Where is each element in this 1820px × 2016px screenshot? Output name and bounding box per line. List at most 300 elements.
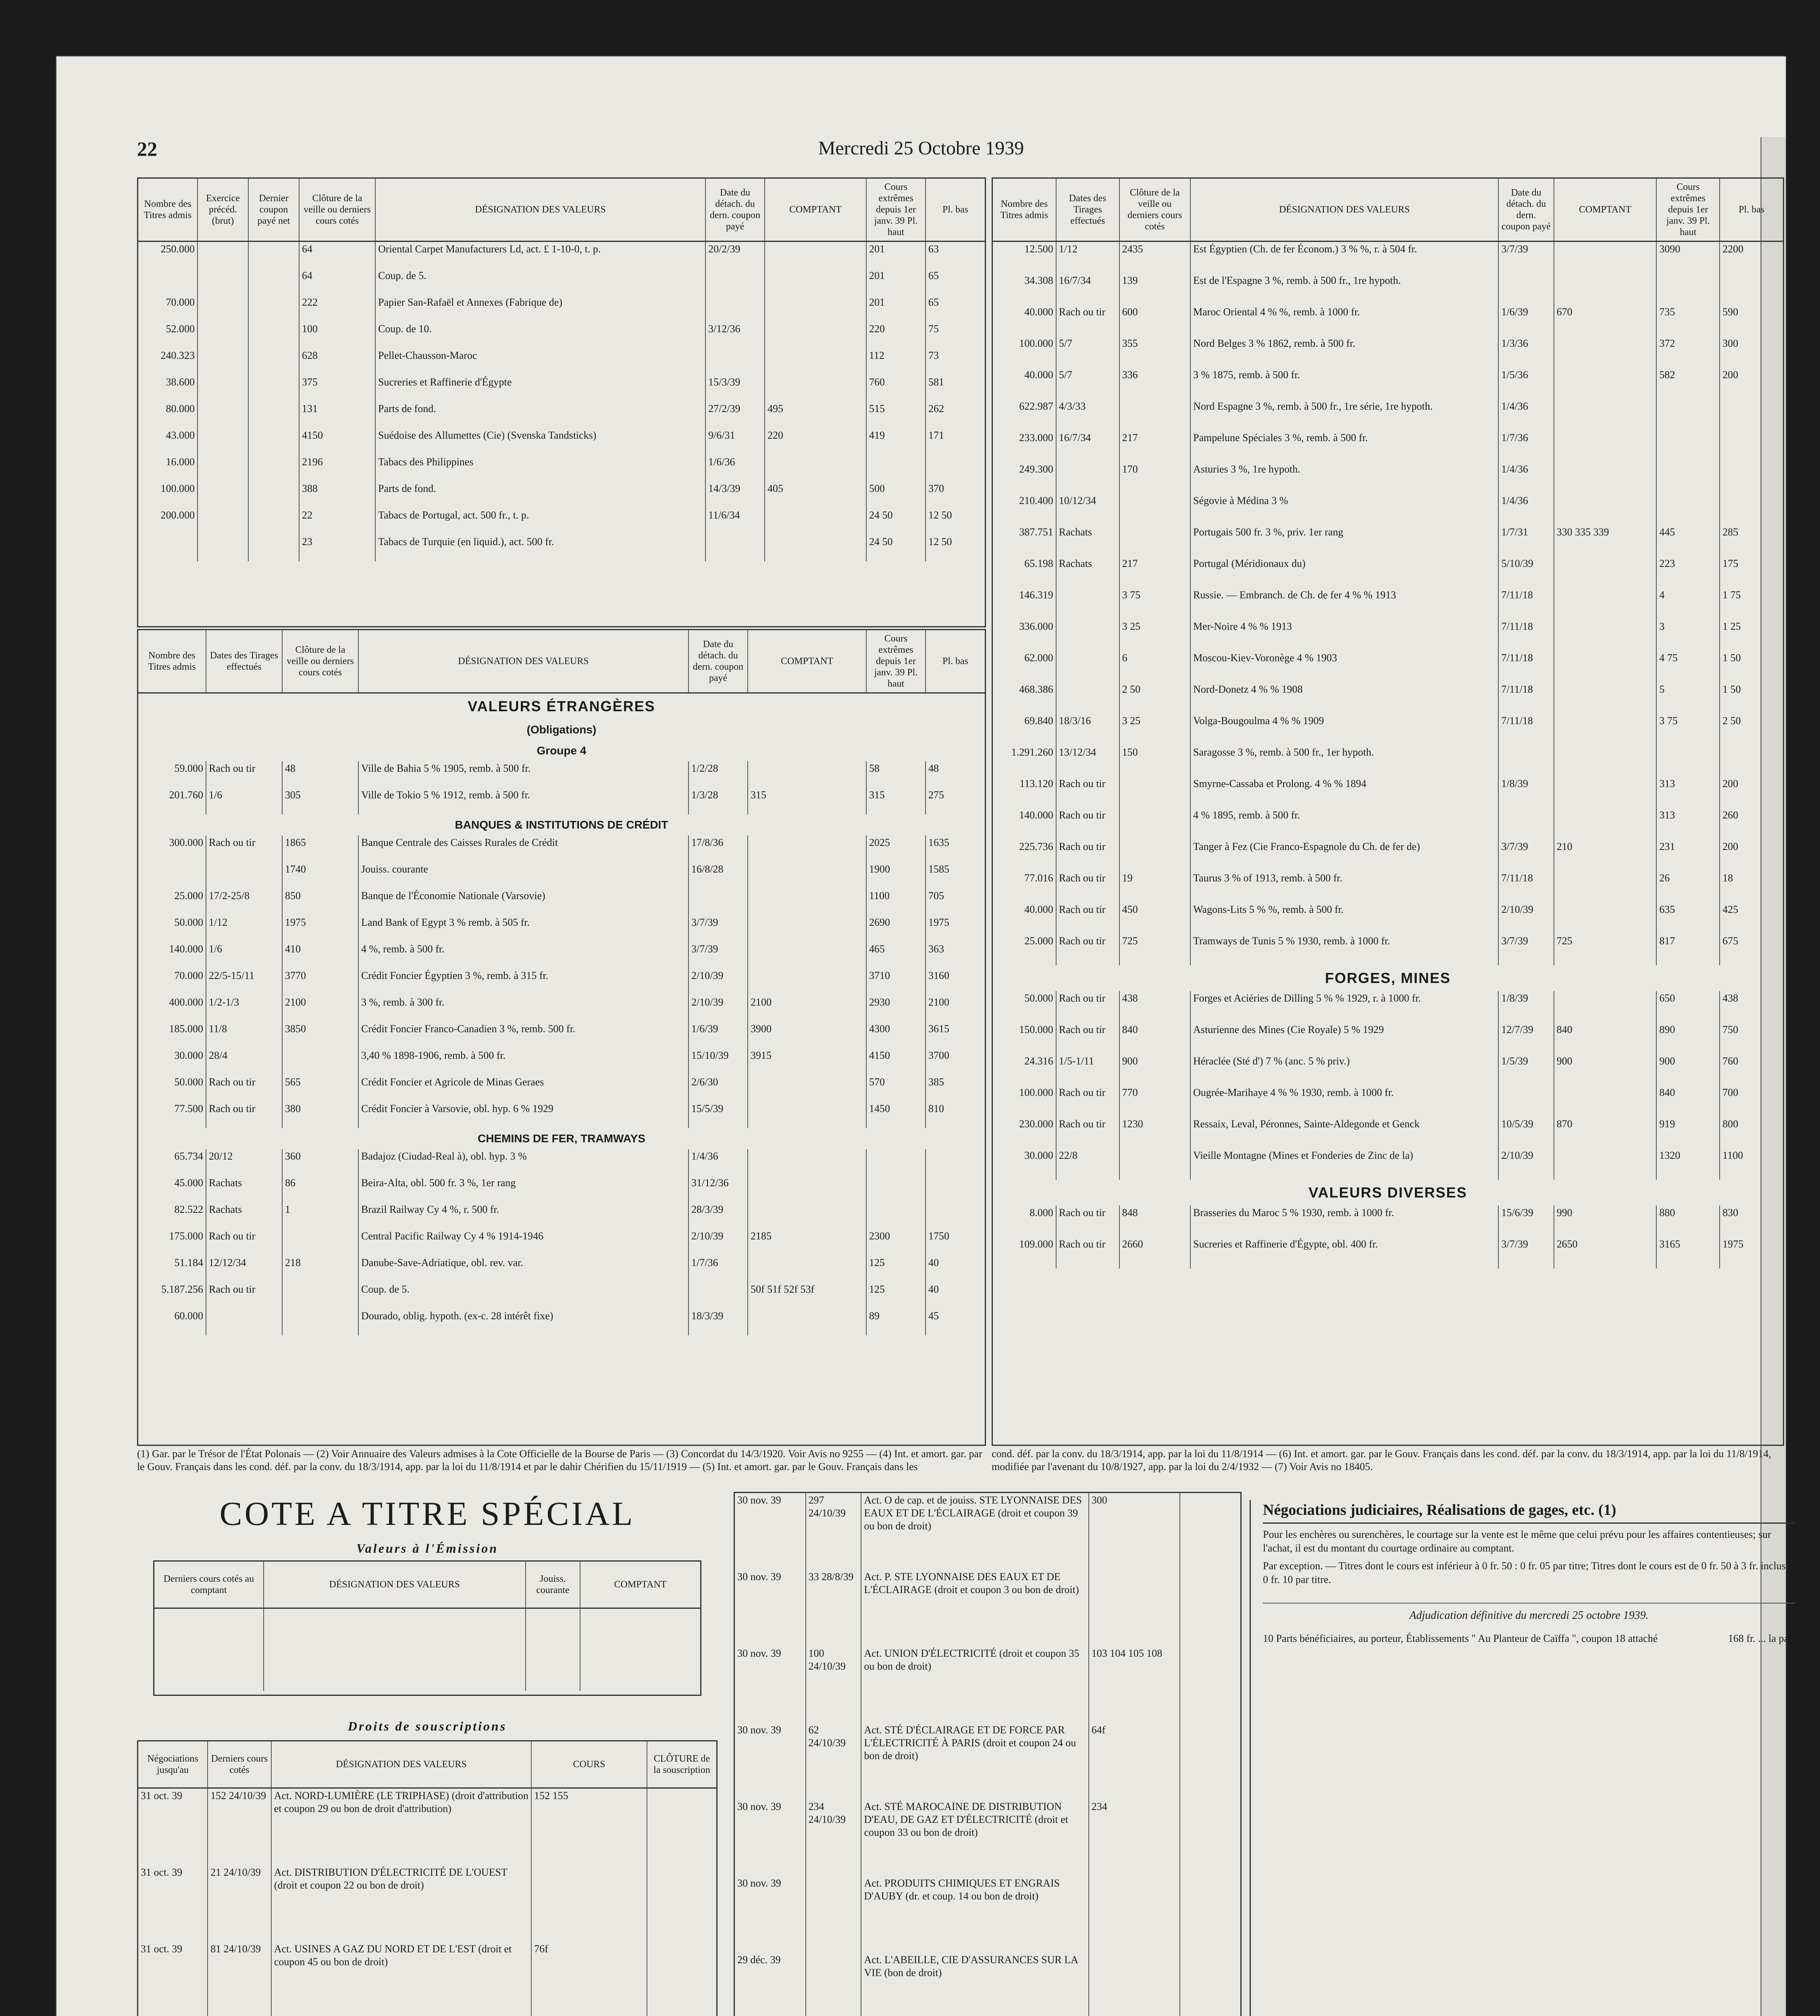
table-cell: 1/4/36	[688, 1149, 748, 1176]
table-cell: 1865	[282, 835, 358, 862]
table-cell: Act. UNION D'ÉLECTRICITÉ (droit et coupon 35 ou bon de droit)	[861, 1646, 1088, 1723]
table-row	[993, 651, 1783, 682]
lot-price: 168 fr. ... la part	[1728, 1633, 1795, 1644]
table-cell: Portugal (Méridionaux du)	[1190, 556, 1498, 588]
table-row	[138, 1229, 985, 1256]
column-header: CLÔTURE de la souscription	[647, 1741, 716, 1788]
column-header: Pl. bas	[1720, 179, 1783, 242]
table-cell: 7/11/18	[1498, 871, 1554, 902]
table-cell: Asturienne des Mines (Cie Royale) 5 % 1929	[1190, 1023, 1498, 1054]
table-cell: 31 oct. 39	[141, 1790, 183, 1801]
table-cell: Rach ou tir	[206, 1282, 282, 1309]
column-header: Clôture de la veille ou derniers cours cotés	[282, 630, 358, 693]
column-header: DÉSIGNATION DES VALEURS	[375, 179, 705, 242]
table-cell: 410	[282, 942, 358, 968]
table-cell: 22/8	[1056, 1148, 1119, 1180]
table-cell: 45	[926, 1309, 985, 1335]
table-cell: 2/10/39	[688, 1229, 748, 1256]
table-cell: 1/7/36	[688, 1256, 748, 1282]
table-cell	[1089, 1953, 1180, 2016]
table-cell	[748, 1102, 866, 1128]
table-cell: 65	[926, 269, 985, 295]
table-row	[993, 1237, 1783, 1268]
table-cell: Papier San-Rafaël et Annexes (Fabrique de)	[375, 295, 705, 322]
table-cell	[198, 428, 248, 455]
table-row	[735, 1799, 1240, 1876]
table-cell: Rach ou tir	[1056, 808, 1119, 839]
table-cell: 565	[282, 1075, 358, 1102]
table-row	[138, 1075, 985, 1102]
table-row	[993, 399, 1783, 431]
table-cell: 26	[1656, 871, 1720, 902]
table-cell	[866, 1202, 926, 1229]
table-cell: 900	[1554, 1054, 1657, 1085]
table-cell: 1/8/39	[1498, 777, 1554, 808]
table-cell: Tanger à Fez (Cie Franco-Espagnole du Ch. de fer de)	[1190, 839, 1498, 871]
table-cell: 3160	[926, 968, 985, 995]
table-cell	[765, 322, 866, 348]
table-row	[993, 273, 1783, 305]
table-row	[993, 745, 1783, 777]
column-header: COURS	[531, 1741, 647, 1788]
table-cell: Act. STÉ D'ÉCLAIRAGE ET DE FORCE PAR L'ÉLECTRICITÉ À PARIS (droit et coupon 24 ou bon de droit)	[861, 1723, 1088, 1799]
table-cell	[748, 915, 866, 942]
table-cell: Brazil Railway Cy 4 %, r. 500 fr.	[358, 1202, 688, 1229]
table-cell: 900	[1119, 1054, 1190, 1085]
table-cell: 1/4/36	[1498, 494, 1554, 525]
table-cell	[580, 1608, 700, 1691]
table-cell: 28/3/39	[688, 1202, 748, 1229]
table-cell	[1554, 1148, 1657, 1180]
table-row	[138, 1942, 716, 2016]
table-row	[735, 1876, 1240, 1953]
table-cell: Tabacs des Philippines	[375, 455, 705, 481]
table-cell: Crédit Foncier Égyptien 3 %, remb. à 315 fr.	[358, 968, 688, 995]
table-cell: 4 %, remb. à 500 fr.	[358, 942, 688, 968]
table-cell	[198, 508, 248, 535]
table-cell: 305	[282, 788, 358, 814]
table-cell	[1554, 991, 1657, 1023]
table-cell: Rach ou tir	[1056, 305, 1119, 336]
table-cell: 65.198	[1024, 558, 1053, 569]
table-cell: 468.386	[1019, 683, 1053, 695]
table-row	[138, 1865, 716, 1942]
table-cell: 1 50	[1720, 682, 1783, 714]
table-cell: 23	[299, 535, 375, 561]
table-cell: Est de l'Espagne 3 %, remb. à 500 fr., 1re hypoth.	[1190, 273, 1498, 305]
table-cell: 48	[926, 761, 985, 788]
cote-titre-special-left	[137, 1492, 718, 2016]
table-cell: 3850	[282, 1022, 358, 1048]
table-cell: 1320	[1656, 1148, 1720, 1180]
table-cell: 830	[1720, 1206, 1783, 1237]
table-cell	[531, 1865, 647, 1942]
table-row	[735, 1493, 1240, 1570]
table-row	[993, 777, 1783, 808]
table-row	[138, 1788, 716, 1866]
table-cell: 300.000	[169, 837, 203, 848]
table-cell: Coup. de 5.	[375, 269, 705, 295]
table-cell	[198, 269, 248, 295]
table-cell: 850	[282, 889, 358, 915]
table-cell: 285	[1720, 525, 1783, 556]
column-header: Derniers cours cotés au comptant	[154, 1562, 264, 1608]
table-cell: Saragosse 3 %, remb. à 500 fr., 1er hypoth.	[1190, 745, 1498, 777]
table-row	[138, 915, 985, 942]
table-row	[993, 588, 1783, 619]
table-cell: 210.400	[1019, 495, 1053, 506]
table-cell: 650	[1656, 991, 1720, 1023]
table-cell: Nord Espagne 3 %, remb. à 500 fr., 1re série, 1re hypoth.	[1190, 399, 1498, 431]
table-cell: 1975	[926, 915, 985, 942]
table-cell: 100.000	[1019, 1087, 1053, 1098]
table-row	[993, 871, 1783, 902]
table-cell: 50.000	[1024, 992, 1053, 1004]
table-cell	[282, 1282, 358, 1309]
table-cell: 7/11/18	[1498, 651, 1554, 682]
table-cell: 2650	[1554, 1237, 1657, 1268]
table-cell: Rach ou tir	[1056, 1117, 1119, 1148]
table-cell	[248, 375, 299, 402]
table-cell: Ville de Bahia 5 % 1905, remb. à 500 fr.	[358, 761, 688, 788]
table-cell: 1/4/36	[1498, 462, 1554, 494]
table-row	[735, 1570, 1240, 1646]
table-cell: 73	[926, 348, 985, 375]
table-cell: 13/12/34	[1056, 745, 1119, 777]
table-cell	[1554, 588, 1657, 619]
table-cell: 60.000	[174, 1310, 203, 1322]
table-row	[993, 682, 1783, 714]
table-cell: 30 nov. 39	[737, 1724, 781, 1736]
table-cell: 223	[1656, 556, 1720, 588]
table-cell: 30 nov. 39	[737, 1647, 781, 1659]
table-cell	[248, 348, 299, 375]
table-cell: 336.000	[1019, 621, 1053, 632]
table-cell: 175.000	[169, 1230, 203, 1242]
table-cell	[1554, 714, 1657, 745]
table-cell: 175	[1720, 556, 1783, 588]
table-cell: 15/5/39	[688, 1102, 748, 1128]
table-cell: 12/12/34	[206, 1256, 282, 1282]
table-cell: 11/8	[206, 1022, 282, 1048]
table-cell	[264, 1608, 526, 1691]
table-row	[993, 336, 1783, 368]
table-cell: 40	[926, 1282, 985, 1309]
table-cell: 3/7/39	[688, 942, 748, 968]
table-cell: 1/5-1/11	[1056, 1054, 1119, 1085]
table-cell: 22/5-15/11	[206, 968, 282, 995]
table-cell: 1/8/39	[1498, 991, 1554, 1023]
table-cell: 336	[1119, 368, 1190, 399]
table-row	[735, 1723, 1240, 1799]
table-cell: 388	[299, 481, 375, 508]
table-cell	[1554, 902, 1657, 934]
column-header: COMPTANT	[1554, 179, 1657, 242]
table-cell	[1180, 1723, 1241, 1799]
table-cell	[926, 455, 985, 481]
table-cell: 19	[1119, 871, 1190, 902]
table-cell: 30 nov. 39	[737, 1571, 781, 1583]
table-cell: 1750	[926, 1229, 985, 1256]
table-cell	[198, 295, 248, 322]
table-cell: Smyrne-Cassaba et Prolong. 4 % % 1894	[1190, 777, 1498, 808]
table-cell: 4 75	[1656, 651, 1720, 682]
table-cell	[1180, 1493, 1241, 1570]
table-cell: 25.000	[1024, 935, 1053, 947]
column-header: DÉSIGNATION DES VALEURS	[1190, 179, 1498, 242]
table-cell: 315	[866, 788, 926, 814]
table-cell: 170	[1119, 462, 1190, 494]
column-header: Date du détach. du dern. coupon payé	[705, 179, 765, 242]
table-cell: Mer-Noire 4 % % 1913	[1190, 619, 1498, 651]
table-cell	[647, 1865, 716, 1942]
table-cell: 582	[1656, 368, 1720, 399]
table-row	[138, 835, 985, 862]
table-cell: 62 24/10/39	[806, 1723, 861, 1799]
table-cell: 2930	[866, 995, 926, 1022]
column-header: Derniers cours cotés	[208, 1741, 271, 1788]
table-cell: 7/11/18	[1498, 714, 1554, 745]
table-cell: Forges et Aciéries de Dilling 5 % % 1929, r. à 1000 fr.	[1190, 991, 1498, 1023]
table-cell	[248, 455, 299, 481]
table-cell: 2/10/39	[1498, 1148, 1554, 1180]
table-cell: 11/6/34	[705, 508, 765, 535]
table-cell: Rachats	[1056, 525, 1119, 556]
table-cell	[1720, 494, 1783, 525]
table-cell: Banque Centrale des Caisses Rurales de Crédit	[358, 835, 688, 862]
table-cell: 400.000	[169, 996, 203, 1008]
table-cell: Nord-Donetz 4 % % 1908	[1190, 682, 1498, 714]
table-cell: 131	[299, 402, 375, 428]
table-cell: 109.000	[1019, 1238, 1053, 1250]
table-cell: Moscou-Kiev-Voronège 4 % 1903	[1190, 651, 1498, 682]
table-cell: Maroc Oriental 4 % %, remb. à 1000 fr.	[1190, 305, 1498, 336]
subsection-chemins-de-fer: CHEMINS DE FER, TRAMWAYS	[478, 1132, 645, 1145]
column-header: Négociations jusqu'au	[138, 1741, 208, 1788]
table-cell	[1554, 494, 1657, 525]
table-cell: 315	[748, 788, 866, 814]
table-cell	[248, 269, 299, 295]
table-cell: 64	[299, 269, 375, 295]
table-cell: 40.000	[1024, 306, 1053, 318]
table-cell	[1119, 494, 1190, 525]
table-cell	[1089, 1876, 1180, 1953]
table-cell	[1119, 525, 1190, 556]
table-cell	[688, 889, 748, 915]
table-cell: 363	[926, 942, 985, 968]
table-cell	[1119, 399, 1190, 431]
table-cell: Pellet-Chausson-Maroc	[375, 348, 705, 375]
table-cell: 330 335 339	[1554, 525, 1657, 556]
table-cell: 17/2-25/8	[206, 889, 282, 915]
table-cell	[1056, 588, 1119, 619]
table-cell: 231	[1656, 839, 1720, 871]
table-cell: Est Égyptien (Ch. de fer Économ.) 3 % %, r. à 504 fr.	[1190, 242, 1498, 274]
table-cell: 990	[1554, 1206, 1657, 1237]
table-cell: 1585	[926, 862, 985, 889]
table-cell: 201.760	[169, 789, 203, 801]
table-cell: 5/7	[1056, 336, 1119, 368]
table-cell: 30 nov. 39	[737, 1801, 781, 1812]
table-cell: 760	[1720, 1054, 1783, 1085]
table-cell	[748, 889, 866, 915]
table-cell: Héraclée (Sté d') 7 % (anc. 5 % priv.)	[1190, 1054, 1498, 1085]
table-cell: 675	[1720, 934, 1783, 965]
table-cell	[806, 1876, 861, 1953]
adjudication-date: Adjudication définitive du mercredi 25 octobre 1939.	[1263, 1603, 1795, 1624]
negociations-box	[1250, 1500, 1795, 2016]
table-cell	[748, 1176, 866, 1202]
table-cell: 262	[926, 402, 985, 428]
table-cell	[1554, 399, 1657, 431]
table-cell	[198, 402, 248, 428]
table-cell: 81 24/10/39	[208, 1942, 271, 2016]
table-cell	[765, 508, 866, 535]
table-cell: 31/12/36	[688, 1176, 748, 1202]
table-cell	[1180, 1646, 1241, 1723]
table-cell	[765, 242, 866, 269]
column-header: DÉSIGNATION DES VALEURS	[358, 630, 688, 693]
table-cell	[1180, 1799, 1241, 1876]
table-cell	[1180, 1570, 1241, 1646]
table-cell: 20/12	[206, 1149, 282, 1176]
table-row	[138, 402, 985, 428]
table-cell: 12/7/39	[1498, 1023, 1554, 1054]
table-cell: 1450	[866, 1102, 926, 1128]
table-cell: 385	[926, 1075, 985, 1102]
table-cell	[248, 535, 299, 561]
column-header: COMPTANT	[580, 1562, 700, 1608]
table-cell: 3/7/39	[1498, 242, 1554, 274]
table-cell	[198, 375, 248, 402]
table-cell	[1089, 1570, 1180, 1646]
table-cell: Jouiss. courante	[358, 862, 688, 889]
table-cell	[705, 348, 765, 375]
table-cell	[748, 1256, 866, 1282]
negociations-title: Négociations judiciaires, Réalisations de gages, etc. (1)	[1263, 1500, 1795, 1524]
table-cell: 40.000	[1024, 904, 1053, 915]
table-cell: 18/3/16	[1056, 714, 1119, 745]
table-cell	[1119, 808, 1190, 839]
table-cell: 200	[1720, 777, 1783, 808]
table-cell: Danube-Save-Adriatique, obl. rev. var.	[358, 1256, 688, 1282]
column-header: Cours extrêmes depuis 1er janv. 39 Pl. haut	[1656, 179, 1720, 242]
table-cell: 86	[282, 1176, 358, 1202]
table-cell: 1100	[866, 889, 926, 915]
table-row	[138, 269, 985, 295]
table-cell: Rachats	[1056, 556, 1119, 588]
table-cell: 840	[1119, 1023, 1190, 1054]
table-cell: Ville de Tokio 5 % 1912, remb. à 500 fr.	[358, 788, 688, 814]
table-cell: Pampelune Spéciales 3 %, remb. à 500 fr.	[1190, 431, 1498, 462]
table-cell: 15/6/39	[1498, 1206, 1554, 1237]
table-cell: 100	[299, 322, 375, 348]
table-cell: 600	[1119, 305, 1190, 336]
table-row	[138, 1282, 985, 1309]
table-cell: Wagons-Lits 5 % %, remb. à 500 fr.	[1190, 902, 1498, 934]
table-cell	[248, 295, 299, 322]
column-header: Nombre des Titres admis	[993, 179, 1056, 242]
table-cell	[1554, 556, 1657, 588]
table-cell: 15/10/39	[688, 1048, 748, 1075]
table-cell: Badajoz (Ciudad-Real à), obl. hyp. 3 %	[358, 1149, 688, 1176]
table-row	[993, 494, 1783, 525]
table-cell: 3915	[748, 1048, 866, 1075]
table-valeurs-etrangeres	[137, 629, 986, 1446]
table-cell: 919	[1656, 1117, 1720, 1148]
table-cell: Rachats	[206, 1176, 282, 1202]
table-cell	[1656, 273, 1720, 305]
table-cell: 10/12/34	[1056, 494, 1119, 525]
page-number: 22	[137, 137, 157, 160]
table-cell: 1975	[1720, 1237, 1783, 1268]
table-cell: Rachats	[206, 1202, 282, 1229]
table-cell: 2660	[1119, 1237, 1190, 1268]
table-cell: Ougrée-Marihaye 4 % % 1930, remb. à 1000 fr.	[1190, 1085, 1498, 1117]
table-cell: 1/7/31	[1498, 525, 1554, 556]
page-date: Mercredi 25 Octobre 1939	[818, 137, 1024, 159]
table-cell: 152 24/10/39	[208, 1788, 271, 1866]
table-cell	[866, 455, 926, 481]
table-row	[138, 968, 985, 995]
table-cell: 760	[866, 375, 926, 402]
table-cell	[198, 455, 248, 481]
table-row	[138, 322, 985, 348]
table-cell	[1056, 462, 1119, 494]
table-cell: 9/6/31	[705, 428, 765, 455]
table-cell: 2100	[282, 995, 358, 1022]
table-cell: 1 25	[1720, 619, 1783, 651]
table-cell: 152 155	[531, 1788, 647, 1866]
table-cell	[765, 269, 866, 295]
table-cell: 3 75	[1119, 588, 1190, 619]
table-cell: 24 50	[866, 535, 926, 561]
table-cell: 1/6/36	[705, 455, 765, 481]
table-cell: 810	[926, 1102, 985, 1128]
table-cell: 100.000	[1019, 337, 1053, 349]
emission-title: Valeurs à l'Émission	[356, 1541, 499, 1556]
table-cell: 220	[866, 322, 926, 348]
table-cell: 848	[1119, 1206, 1190, 1237]
table-cell: 103 104 105 108	[1089, 1646, 1180, 1723]
table-cell	[1720, 399, 1783, 431]
table-cell: 2185	[748, 1229, 866, 1256]
table-cell: 201	[866, 295, 926, 322]
table-cell	[705, 269, 765, 295]
table-cell	[198, 322, 248, 348]
newspaper-page	[56, 56, 1795, 2016]
table-cell: Rach ou tir	[1056, 777, 1119, 808]
table-row	[138, 1256, 985, 1282]
table-cell: 3	[1656, 619, 1720, 651]
subsection-banques: BANQUES & INSTITUTIONS DE CRÉDIT	[455, 818, 668, 831]
table-cell: Rach ou tir	[206, 835, 282, 862]
table-row	[138, 761, 985, 788]
table-cell: 622.987	[1019, 400, 1053, 412]
table-cell: 1/6	[206, 942, 282, 968]
table-row	[138, 455, 985, 481]
table-cell	[526, 1608, 580, 1691]
table-cell	[748, 862, 866, 889]
table-cell	[1498, 808, 1554, 839]
table-row	[993, 525, 1783, 556]
table-cell: 1/12	[1056, 242, 1119, 274]
table-cell	[1180, 1953, 1241, 2016]
table-cell: 150.000	[1019, 1024, 1053, 1035]
table-cell: Nord Belges 3 % 1862, remb. à 500 fr.	[1190, 336, 1498, 368]
table-cell: 1/6	[206, 788, 282, 814]
table-cell: 185.000	[169, 1023, 203, 1035]
